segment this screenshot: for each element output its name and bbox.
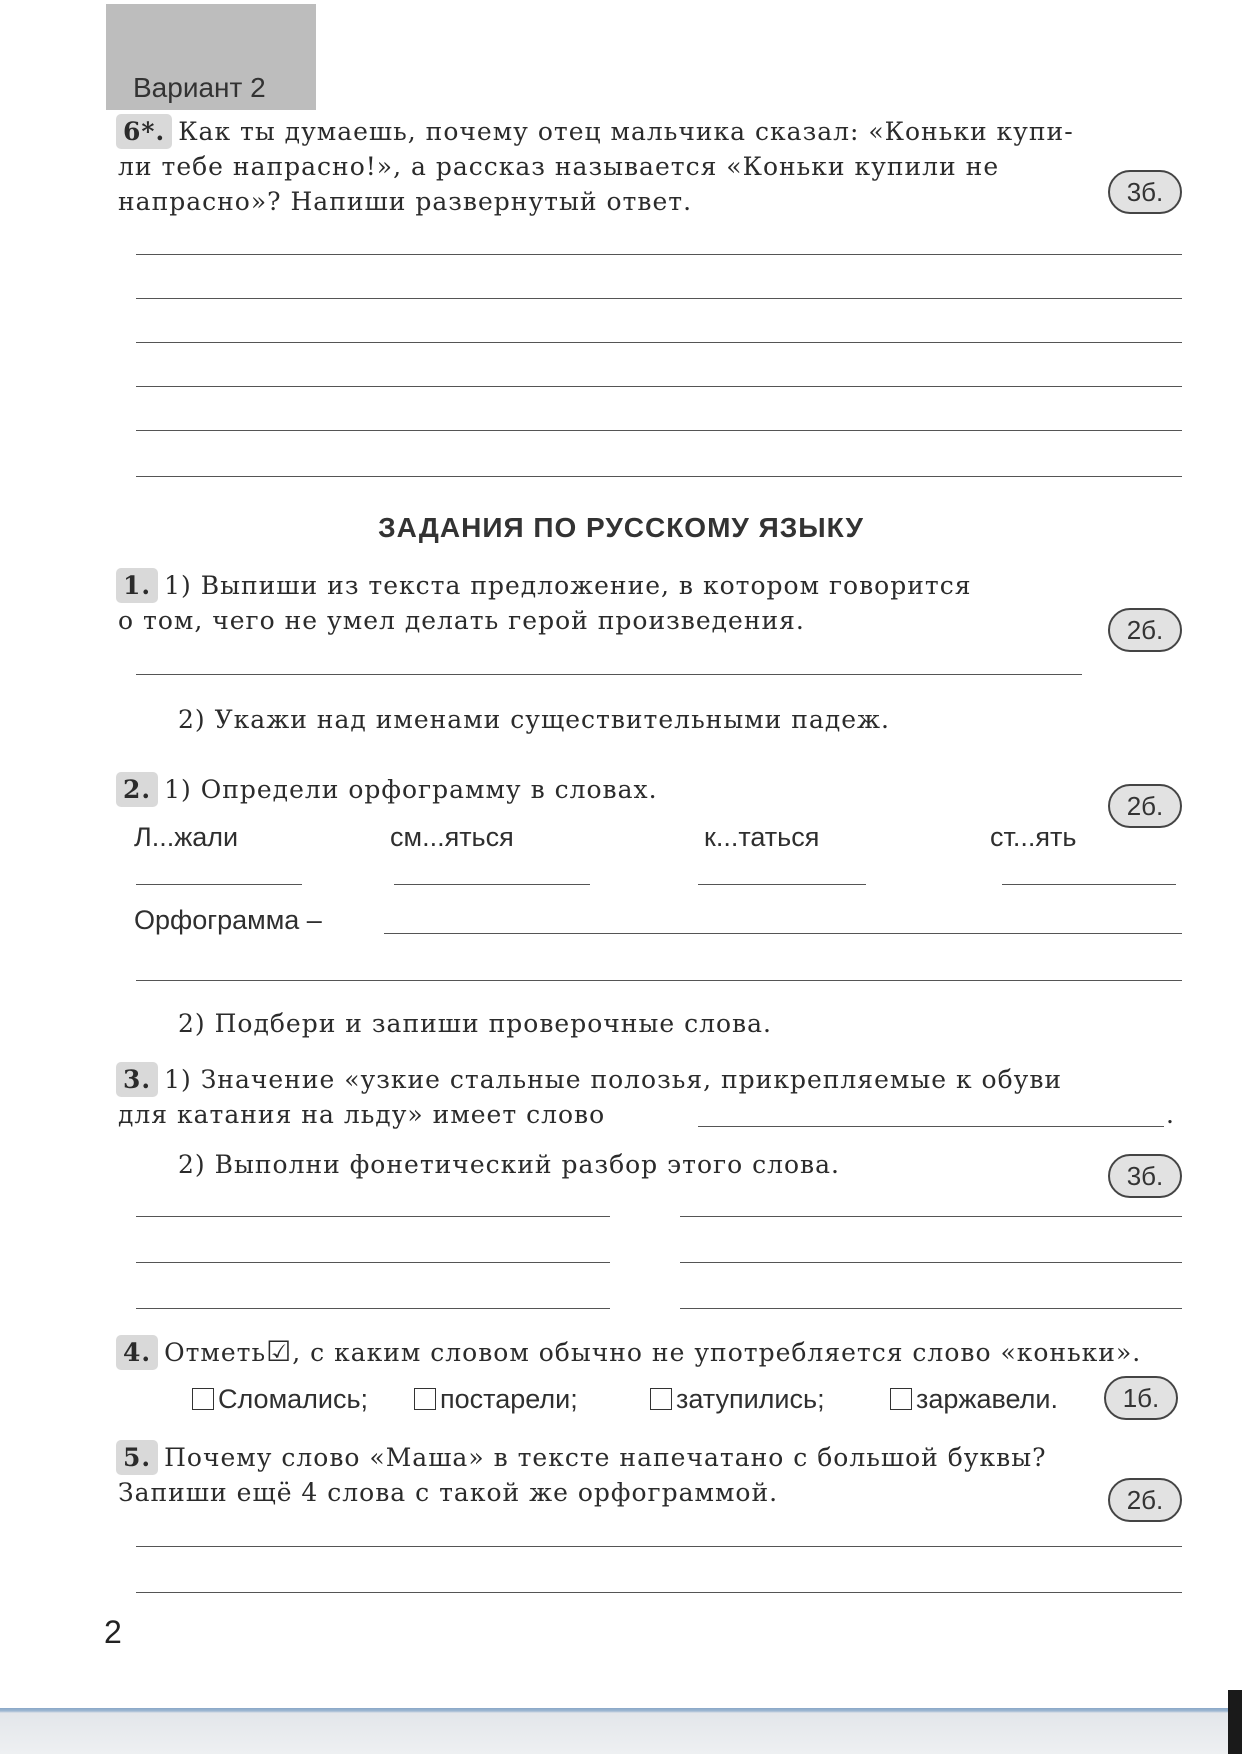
task4-text-after: , с каким словом обычно не употребляется слово «коньки». [292, 1338, 1142, 1367]
task1-answer-line[interactable] [136, 674, 1082, 675]
task5-points-badge: 2б. [1108, 1478, 1182, 1522]
task2-points-badge: 2б. [1108, 784, 1182, 828]
checkbox-icon[interactable] [650, 1388, 672, 1410]
task4-option-1[interactable] [192, 1384, 368, 1415]
task3-word-answer-line[interactable] [698, 1126, 1164, 1127]
task6-answer-line-6[interactable] [136, 476, 1182, 477]
task4-text-before: Отметь [164, 1338, 267, 1367]
task4-number: 4. [116, 1335, 158, 1370]
task4-option-3[interactable] [650, 1384, 825, 1415]
task6-answer-line-3[interactable] [136, 342, 1182, 343]
task3-part2: 2) Выполни фонетический разбор этого слова. [178, 1150, 840, 1179]
variant-label: Вариант 2 [133, 72, 266, 103]
task2-text1: 1) Определи орфограмму в словах. [164, 775, 658, 804]
task4-option-4-label: заржавели. [916, 1384, 1058, 1414]
task5-answer-line-1[interactable] [136, 1546, 1182, 1547]
task2-word-1: Л...жали [134, 822, 239, 852]
task1-line1 [116, 568, 972, 603]
task4-option-3-label: затупились; [676, 1384, 825, 1414]
task3-line2-end: . [1166, 1100, 1175, 1129]
checkbox-icon[interactable] [890, 1388, 912, 1410]
task4-points-badge: 1б. [1104, 1376, 1178, 1420]
section-title: ЗАДАНИЯ ПО РУССКОМУ ЯЗЫКУ [378, 512, 864, 543]
task4-option-2[interactable] [414, 1384, 578, 1415]
task3-line2: для катания на льду» имеет слово [118, 1100, 606, 1129]
task6-line2: ли тебе напрасно!», а рассказ называется «Коньки купили не [118, 152, 1000, 181]
task6-text1: Как ты думаешь, почему отец мальчика сказал: «Коньки купи- [178, 117, 1074, 146]
task3-phonetic-line-1b[interactable] [680, 1216, 1182, 1217]
task1-points-badge: 2б. [1108, 608, 1182, 652]
task5-answer-line-2[interactable] [136, 1592, 1182, 1593]
task6-answer-line-1[interactable] [136, 254, 1182, 255]
task1-part2: 2) Укажи над именами существительными падеж. [178, 705, 890, 734]
task6-line3: напрасно»? Напиши развернутый ответ. [118, 187, 693, 216]
page-edge-shadow [1228, 1690, 1242, 1754]
task2-number: 2. [116, 772, 158, 807]
checkbox-icon[interactable] [192, 1388, 214, 1410]
task2-word-4: ст...ять [990, 822, 1077, 852]
task5-line2: Запиши ещё 4 слова с такой же орфограммой. [118, 1478, 779, 1507]
task3-line1 [116, 1062, 1062, 1097]
task3-phonetic-line-2a[interactable] [136, 1262, 610, 1263]
task2-word-2-answer[interactable] [394, 884, 590, 885]
task6-answer-line-5[interactable] [136, 430, 1182, 431]
task2-word-3: к...таться [704, 822, 820, 852]
task6-answer-line-2[interactable] [136, 298, 1182, 299]
task4-option-1-label: Сломались; [218, 1384, 369, 1414]
task6-number: 6*. [116, 114, 172, 149]
task6-line1 [116, 114, 1074, 149]
task4-line1 [116, 1334, 1141, 1370]
task6-answer-line-4[interactable] [136, 386, 1182, 387]
task2-word-4-answer[interactable] [1002, 884, 1176, 885]
task3-text1: 1) Значение «узкие стальные полозья, прикрепляемые к обуви [164, 1065, 1063, 1094]
task2-part2: 2) Подбери и запиши проверочные слова. [178, 1009, 772, 1038]
task4-option-2-label: постарели; [440, 1384, 578, 1414]
task3-number: 3. [116, 1062, 158, 1097]
task3-phonetic-line-2b[interactable] [680, 1262, 1182, 1263]
task3-points-badge: 3б. [1108, 1154, 1182, 1198]
task3-phonetic-line-1a[interactable] [136, 1216, 610, 1217]
task5-number: 5. [116, 1440, 158, 1475]
task2-word-3-answer[interactable] [698, 884, 866, 885]
task1-text1: 1) Выпиши из текста предложение, в котором говорится [164, 571, 972, 600]
task2-line1 [116, 772, 658, 807]
task6-points-badge: 3б. [1108, 170, 1182, 214]
task2-word-2: см...яться [390, 822, 514, 852]
checkbox-icon[interactable] [414, 1388, 436, 1410]
task2-orthogram-label: Орфограмма – [134, 905, 322, 935]
task1-number: 1. [116, 568, 158, 603]
task2-orthogram-line-1[interactable] [384, 933, 1182, 934]
task2-orthogram-line-2[interactable] [136, 980, 1182, 981]
task2-word-1-answer[interactable] [136, 884, 302, 885]
task3-phonetic-line-3a[interactable] [136, 1308, 610, 1309]
page-footer-bar [0, 1708, 1242, 1754]
task5-text1: Почему слово «Маша» в тексте напечатано с большой буквы? [164, 1443, 1047, 1472]
task5-line1 [116, 1440, 1047, 1475]
task3-phonetic-line-3b[interactable] [680, 1308, 1182, 1309]
task4-option-4[interactable] [890, 1384, 1058, 1415]
checkmark-icon: ☑ [266, 1335, 293, 1368]
task1-line2: о том, чего не умел делать герой произведения. [118, 606, 805, 635]
page-number: 2 [104, 1614, 122, 1650]
